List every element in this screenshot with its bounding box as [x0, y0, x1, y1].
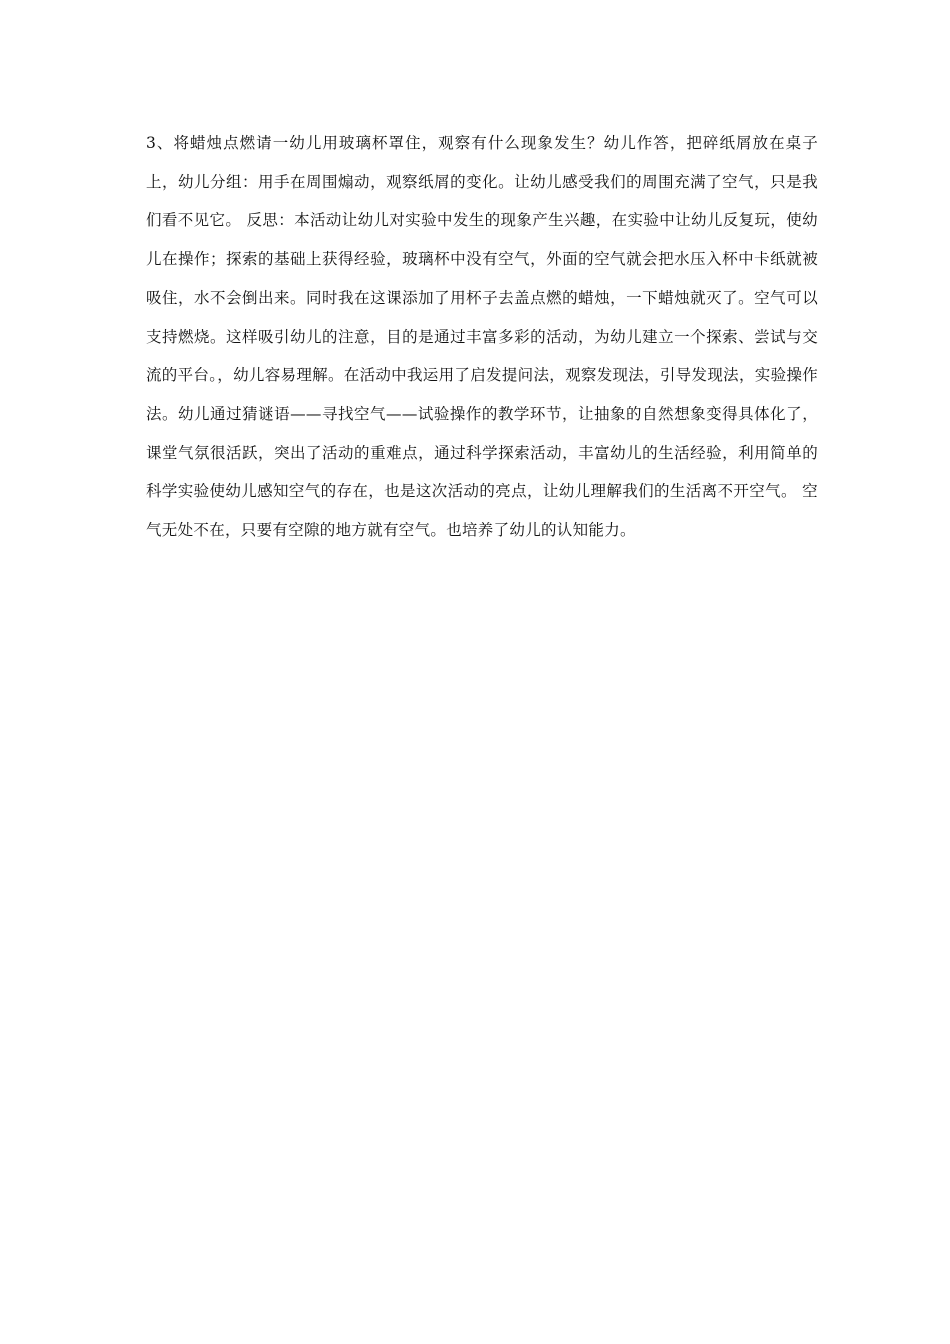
body-paragraph: 3、将蜡烛点燃请一幼儿用玻璃杯罩住，观察有什么现象发生？幼儿作答，把碎纸屑放在桌子上，幼儿分组：用手在周围煽动，观察纸屑的变化。让幼儿感受我们的周围充满了空气，只是我们看不见它。 反思：本活动让幼儿对实验中发生的现象产生兴趣，在实验中让幼儿反复玩，使幼儿在操作；探索的基础上获得经验，玻璃杯中没有空气，外面的空气就会把水压入杯中卡纸就被吸住，水不会倒出来。同时我在这课添加了用杯子去盖点燃的蜡烛，一下蜡烛就灭了。空气可以支持燃烧。这样吸引幼儿的注意，目的是通过丰富多彩的活动，为幼儿建立一个探索、尝试与交流的平台。，幼儿容易理解。在活动中我运用了启发提问法，观察发现法，引导发现法，实验操作法。幼儿通过猜谜语——寻找空气——试验操作的教学环节，让抽象的自然想象变得具体化了，课堂气氛很活跃，突出了活动的重难点，通过科学探索活动，丰富幼儿的生活经验，利用简单的科学实验使幼儿感知空气的存在，也是这次活动的亮点，让幼儿理解我们的生活离不开空气。 空气无处不在，只要有空隙的地方就有空气。也培养了幼儿的认知能力。 [146, 134, 818, 540]
